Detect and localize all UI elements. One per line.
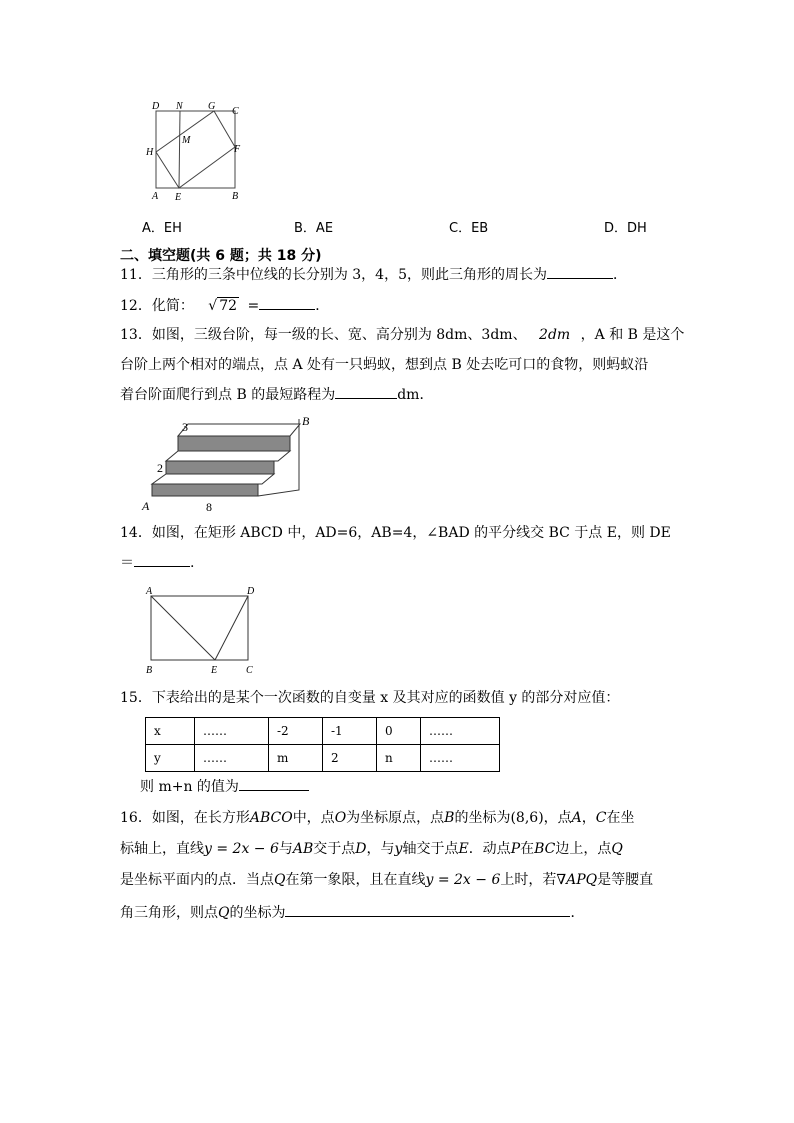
question-13-line3: 着台阶面爬行到点 B 的最短路程为 dm． — [120, 384, 433, 405]
label-3: 3 — [182, 420, 188, 434]
table-cell: y — [146, 745, 195, 772]
question-15-answer: 则 m+n 的值为 — [140, 776, 309, 797]
table-cell: m — [269, 745, 323, 772]
answer-blank-14[interactable] — [134, 552, 190, 567]
figure-q13-staircase — [140, 412, 320, 517]
question-15: 15．下表给出的是某个一次函数的自变量 x 及其对应的函数值 y 的部分对应值： — [120, 690, 620, 706]
table-cell: n — [377, 745, 421, 772]
table-cell: -2 — [269, 718, 323, 745]
answer-blank-16[interactable] — [285, 902, 570, 917]
question-16-line4: 角三角形，则点Q的坐标为 ． — [120, 902, 584, 923]
answer-blank-11[interactable] — [547, 264, 613, 279]
label-C: C — [246, 665, 253, 676]
label-B: B — [146, 665, 153, 676]
value-table — [145, 717, 500, 772]
label-2: 2 — [157, 461, 163, 475]
figure-q14-rectangle — [140, 584, 260, 679]
section-heading: 二、填空题(共 6 题；共 18 分) — [120, 248, 322, 264]
label-C: C — [232, 106, 239, 117]
figure-q10-square — [140, 100, 250, 205]
label-E: E — [211, 665, 218, 676]
question-13-line2: 台阶上两个相对的端点，点 A 处有一只蚂蚁，想到点 B 处去吃可口的食物，则蚂蚁沿 — [120, 357, 649, 373]
table-cell: 2 — [323, 745, 377, 772]
table-cell: x — [146, 718, 195, 745]
question-11: 11．三角形的三条中位线的长分别为 3，4，5，则此三角形的周长为 ． — [120, 264, 627, 285]
label-A: A — [142, 499, 150, 513]
question-12: 12．化简： √ 72 = ． — [120, 295, 329, 316]
label-H: H — [146, 147, 154, 158]
question-13-line1: 13．如图，三级台阶，每一级的长、宽、高分别为 8dm、3dm、 2dm ，A 和 B 是这个 — [120, 327, 685, 343]
label-E: E — [175, 192, 182, 203]
label-G: G — [208, 101, 216, 112]
question-16-line3: 是坐标平面内的点．当点Q在第一象限，且在直线y = 2x − 6上时，若∇APQ是等腰直 — [120, 872, 654, 888]
label-A: A — [152, 191, 159, 202]
question-14-line2: ＝ . — [120, 552, 194, 573]
label-B: B — [302, 414, 310, 428]
question-16-line1: 16．如图，在长方形ABCO中，点O为坐标原点，点B的坐标为(8,6)，点A，C在坐 — [120, 810, 635, 826]
answer-blank-13[interactable] — [335, 384, 397, 399]
option-a: A．EH — [142, 221, 182, 236]
option-c: C．EB — [449, 221, 489, 236]
answer-blank-15[interactable] — [239, 776, 309, 791]
table-cell: 0 — [377, 718, 421, 745]
answer-blank-12[interactable] — [259, 295, 315, 310]
label-8: 8 — [206, 500, 212, 514]
question-14-line1: 14．如图，在矩形 ABCD 中，AD=6，AB=4，∠BAD 的平分线交 BC 于点 E，则 DE — [120, 525, 671, 541]
table-cell: …… — [421, 718, 500, 745]
question-16-line2: 标轴上，直线y = 2x − 6与AB交于点D，与y轴交于点E．动点P在BC边上，点Q — [120, 841, 623, 857]
sqrt-sign-icon: √ — [208, 298, 218, 314]
label-N: N — [176, 101, 183, 112]
option-b: B．AE — [294, 221, 334, 236]
label-A: A — [146, 586, 153, 597]
label-M: M — [182, 135, 191, 146]
table-row — [146, 718, 500, 745]
label-D: D — [152, 101, 160, 112]
option-d: D．DH — [604, 221, 647, 236]
table-cell: …… — [195, 718, 269, 745]
sqrt-expression: √ 72 — [208, 298, 238, 314]
label-F: F — [234, 144, 241, 155]
table-row — [146, 745, 500, 772]
table-cell: -1 — [323, 718, 377, 745]
label-D: D — [247, 586, 255, 597]
table-cell: …… — [421, 745, 500, 772]
table-cell: …… — [195, 745, 269, 772]
label-B: B — [232, 191, 239, 202]
